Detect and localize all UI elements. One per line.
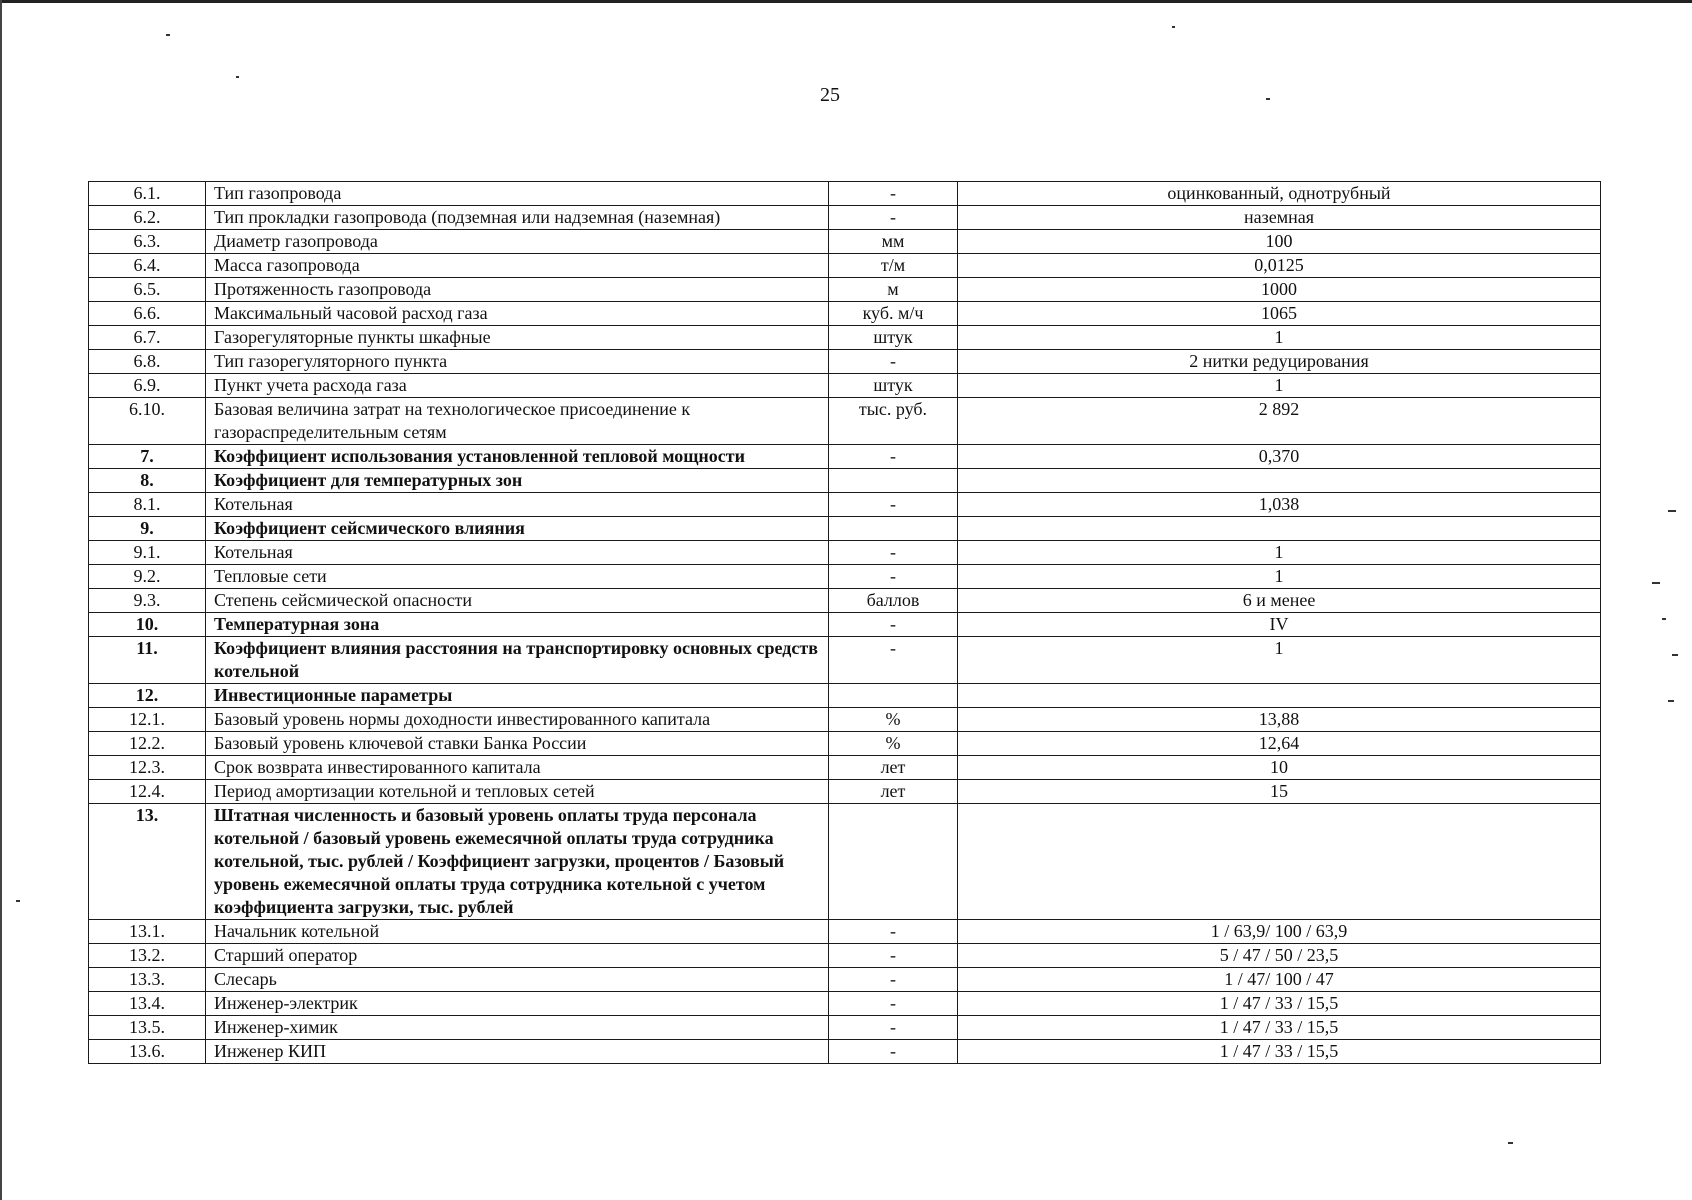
row-value-cell: 1000	[958, 278, 1601, 302]
row-number-cell: 13.1.	[89, 920, 206, 944]
row-unit-cell	[829, 684, 958, 708]
row-name-cell: Коэффициент влияния расстояния на транспортировку основных средств котельной	[206, 637, 829, 684]
row-name-cell: Тип газопровода	[206, 182, 829, 206]
table-row	[89, 517, 1601, 541]
row-unit-cell: лет	[829, 780, 958, 804]
row-value-cell: 2 892	[958, 398, 1601, 445]
row-value-cell: 1	[958, 565, 1601, 589]
row-number-cell: 6.6.	[89, 302, 206, 326]
row-value-cell: 1 / 47/ 100 / 47	[958, 968, 1601, 992]
row-unit-cell: мм	[829, 230, 958, 254]
table-row	[89, 920, 1601, 944]
page-number: 25	[820, 84, 840, 106]
table-row	[89, 565, 1601, 589]
row-name-cell: Тип газорегуляторного пункта	[206, 350, 829, 374]
table-row	[89, 493, 1601, 517]
row-number-cell: 9.1.	[89, 541, 206, 565]
row-unit-cell: тыс. руб.	[829, 398, 958, 445]
scan-speck	[1668, 510, 1676, 512]
row-unit-cell: баллов	[829, 589, 958, 613]
row-number-cell: 9.	[89, 517, 206, 541]
row-name-cell: Масса газопровода	[206, 254, 829, 278]
row-number-cell: 13.2.	[89, 944, 206, 968]
row-number-cell: 6.2.	[89, 206, 206, 230]
row-unit-cell: -	[829, 613, 958, 637]
row-unit-cell: -	[829, 206, 958, 230]
table-row	[89, 230, 1601, 254]
row-name-cell: Штатная численность и базовый уровень оплаты труда персонала котельной / базовый уровень ежемесячной оплаты труда сотрудника котельной, тыс. рублей / Коэффициент загрузки, процентов / Базовый уровень ежемесячной оплаты труда сотрудника котельной с учетом коэффициента загрузки, тыс. рублей	[206, 804, 829, 920]
parameters-table	[88, 181, 1601, 1064]
row-name-cell: Старший оператор	[206, 944, 829, 968]
table-row	[89, 1040, 1601, 1064]
table-row	[89, 398, 1601, 445]
row-value-cell: 1 / 47 / 33 / 15,5	[958, 1016, 1601, 1040]
table-row	[89, 944, 1601, 968]
row-name-cell: Котельная	[206, 541, 829, 565]
scan-edge-top	[0, 0, 1692, 3]
row-value-cell: 1 / 63,9/ 100 / 63,9	[958, 920, 1601, 944]
row-value-cell: 1	[958, 637, 1601, 684]
table-row	[89, 804, 1601, 920]
row-number-cell: 13.	[89, 804, 206, 920]
table-row	[89, 541, 1601, 565]
scan-speck	[236, 76, 239, 78]
row-name-cell: Базовый уровень ключевой ставки Банка России	[206, 732, 829, 756]
row-name-cell: Коэффициент сейсмического влияния	[206, 517, 829, 541]
row-value-cell: 0,370	[958, 445, 1601, 469]
row-number-cell: 12.2.	[89, 732, 206, 756]
row-value-cell: 1,038	[958, 493, 1601, 517]
row-name-cell: Коэффициент использования установленной тепловой мощности	[206, 445, 829, 469]
row-name-cell: Тепловые сети	[206, 565, 829, 589]
table-row	[89, 278, 1601, 302]
row-unit-cell	[829, 469, 958, 493]
row-value-cell: 0,0125	[958, 254, 1601, 278]
row-unit-cell: -	[829, 637, 958, 684]
row-value-cell: 1	[958, 326, 1601, 350]
row-value-cell: 2 нитки редуцирования	[958, 350, 1601, 374]
row-unit-cell: %	[829, 708, 958, 732]
row-name-cell: Газорегуляторные пункты шкафные	[206, 326, 829, 350]
table-row	[89, 589, 1601, 613]
scan-speck	[1662, 618, 1666, 620]
row-value-cell: 1	[958, 541, 1601, 565]
row-number-cell: 8.	[89, 469, 206, 493]
scan-speck	[16, 900, 20, 902]
row-number-cell: 6.9.	[89, 374, 206, 398]
table-row	[89, 992, 1601, 1016]
row-unit-cell: -	[829, 1016, 958, 1040]
row-unit-cell	[829, 517, 958, 541]
table-row	[89, 637, 1601, 684]
table-row	[89, 732, 1601, 756]
row-value-cell: 13,88	[958, 708, 1601, 732]
row-value-cell: 1065	[958, 302, 1601, 326]
row-number-cell: 13.3.	[89, 968, 206, 992]
row-name-cell: Начальник котельной	[206, 920, 829, 944]
row-number-cell: 12.1.	[89, 708, 206, 732]
row-unit-cell: -	[829, 182, 958, 206]
row-name-cell: Срок возврата инвестированного капитала	[206, 756, 829, 780]
table-row	[89, 302, 1601, 326]
row-number-cell: 9.3.	[89, 589, 206, 613]
row-unit-cell: -	[829, 541, 958, 565]
row-name-cell: Степень сейсмической опасности	[206, 589, 829, 613]
row-name-cell: Инженер-химик	[206, 1016, 829, 1040]
row-number-cell: 6.10.	[89, 398, 206, 445]
table-row	[89, 445, 1601, 469]
row-value-cell: 10	[958, 756, 1601, 780]
scan-speck	[1652, 582, 1660, 584]
table-row	[89, 350, 1601, 374]
parameters-table-body	[89, 182, 1601, 1064]
row-number-cell: 6.4.	[89, 254, 206, 278]
row-number-cell: 6.1.	[89, 182, 206, 206]
row-name-cell: Инвестиционные параметры	[206, 684, 829, 708]
table-row	[89, 968, 1601, 992]
table-row	[89, 182, 1601, 206]
row-value-cell: 12,64	[958, 732, 1601, 756]
row-number-cell: 12.3.	[89, 756, 206, 780]
table-row	[89, 613, 1601, 637]
row-name-cell: Базовый уровень нормы доходности инвестированного капитала	[206, 708, 829, 732]
row-number-cell: 7.	[89, 445, 206, 469]
row-value-cell: 1 / 47 / 33 / 15,5	[958, 1040, 1601, 1064]
table-row	[89, 1016, 1601, 1040]
row-number-cell: 13.6.	[89, 1040, 206, 1064]
row-number-cell: 13.5.	[89, 1016, 206, 1040]
row-name-cell: Пункт учета расхода газа	[206, 374, 829, 398]
row-name-cell: Инженер-электрик	[206, 992, 829, 1016]
row-value-cell: 100	[958, 230, 1601, 254]
row-unit-cell: -	[829, 445, 958, 469]
scan-speck	[1672, 654, 1678, 656]
row-value-cell: 5 / 47 / 50 / 23,5	[958, 944, 1601, 968]
row-value-cell	[958, 469, 1601, 493]
scan-speck	[1266, 98, 1270, 100]
row-number-cell: 11.	[89, 637, 206, 684]
row-value-cell: 1 / 47 / 33 / 15,5	[958, 992, 1601, 1016]
row-name-cell: Коэффициент для температурных зон	[206, 469, 829, 493]
row-name-cell: Диаметр газопровода	[206, 230, 829, 254]
row-unit-cell: штук	[829, 374, 958, 398]
row-number-cell: 12.	[89, 684, 206, 708]
row-value-cell: наземная	[958, 206, 1601, 230]
row-number-cell: 13.4.	[89, 992, 206, 1016]
row-unit-cell: т/м	[829, 254, 958, 278]
scan-speck	[166, 34, 170, 36]
row-unit-cell: -	[829, 493, 958, 517]
row-unit-cell: -	[829, 350, 958, 374]
table-row	[89, 756, 1601, 780]
row-value-cell	[958, 804, 1601, 920]
row-unit-cell	[829, 804, 958, 920]
row-number-cell: 8.1.	[89, 493, 206, 517]
row-unit-cell: -	[829, 920, 958, 944]
row-name-cell: Инженер КИП	[206, 1040, 829, 1064]
row-number-cell: 6.5.	[89, 278, 206, 302]
row-number-cell: 10.	[89, 613, 206, 637]
row-value-cell	[958, 684, 1601, 708]
row-name-cell: Слесарь	[206, 968, 829, 992]
row-name-cell: Температурная зона	[206, 613, 829, 637]
row-name-cell: Максимальный часовой расход газа	[206, 302, 829, 326]
row-number-cell: 9.2.	[89, 565, 206, 589]
table-row	[89, 254, 1601, 278]
row-unit-cell: %	[829, 732, 958, 756]
row-name-cell: Протяженность газопровода	[206, 278, 829, 302]
row-value-cell: 6 и менее	[958, 589, 1601, 613]
table-row	[89, 708, 1601, 732]
scan-speck	[1668, 700, 1674, 702]
row-name-cell: Котельная	[206, 493, 829, 517]
row-number-cell: 6.7.	[89, 326, 206, 350]
row-unit-cell: -	[829, 1040, 958, 1064]
table-row	[89, 684, 1601, 708]
row-unit-cell: -	[829, 968, 958, 992]
table-row	[89, 780, 1601, 804]
row-value-cell: 1	[958, 374, 1601, 398]
scan-speck	[1172, 26, 1175, 28]
row-value-cell: оцинкованный, однотрубный	[958, 182, 1601, 206]
row-number-cell: 6.8.	[89, 350, 206, 374]
table-row	[89, 206, 1601, 230]
table-row	[89, 374, 1601, 398]
row-unit-cell: куб. м/ч	[829, 302, 958, 326]
row-unit-cell: м	[829, 278, 958, 302]
row-name-cell: Тип прокладки газопровода (подземная или надземная (наземная)	[206, 206, 829, 230]
row-unit-cell: -	[829, 992, 958, 1016]
row-number-cell: 12.4.	[89, 780, 206, 804]
row-unit-cell: лет	[829, 756, 958, 780]
row-unit-cell: -	[829, 944, 958, 968]
row-name-cell: Период амортизации котельной и тепловых сетей	[206, 780, 829, 804]
row-value-cell: IV	[958, 613, 1601, 637]
row-number-cell: 6.3.	[89, 230, 206, 254]
row-value-cell: 15	[958, 780, 1601, 804]
row-unit-cell: -	[829, 565, 958, 589]
row-unit-cell: штук	[829, 326, 958, 350]
scan-edge-left	[0, 0, 2, 1200]
row-value-cell	[958, 517, 1601, 541]
table-row	[89, 326, 1601, 350]
row-name-cell: Базовая величина затрат на технологическое присоединение к газораспределительным сетям	[206, 398, 829, 445]
table-row	[89, 469, 1601, 493]
scan-speck	[1508, 1142, 1513, 1144]
